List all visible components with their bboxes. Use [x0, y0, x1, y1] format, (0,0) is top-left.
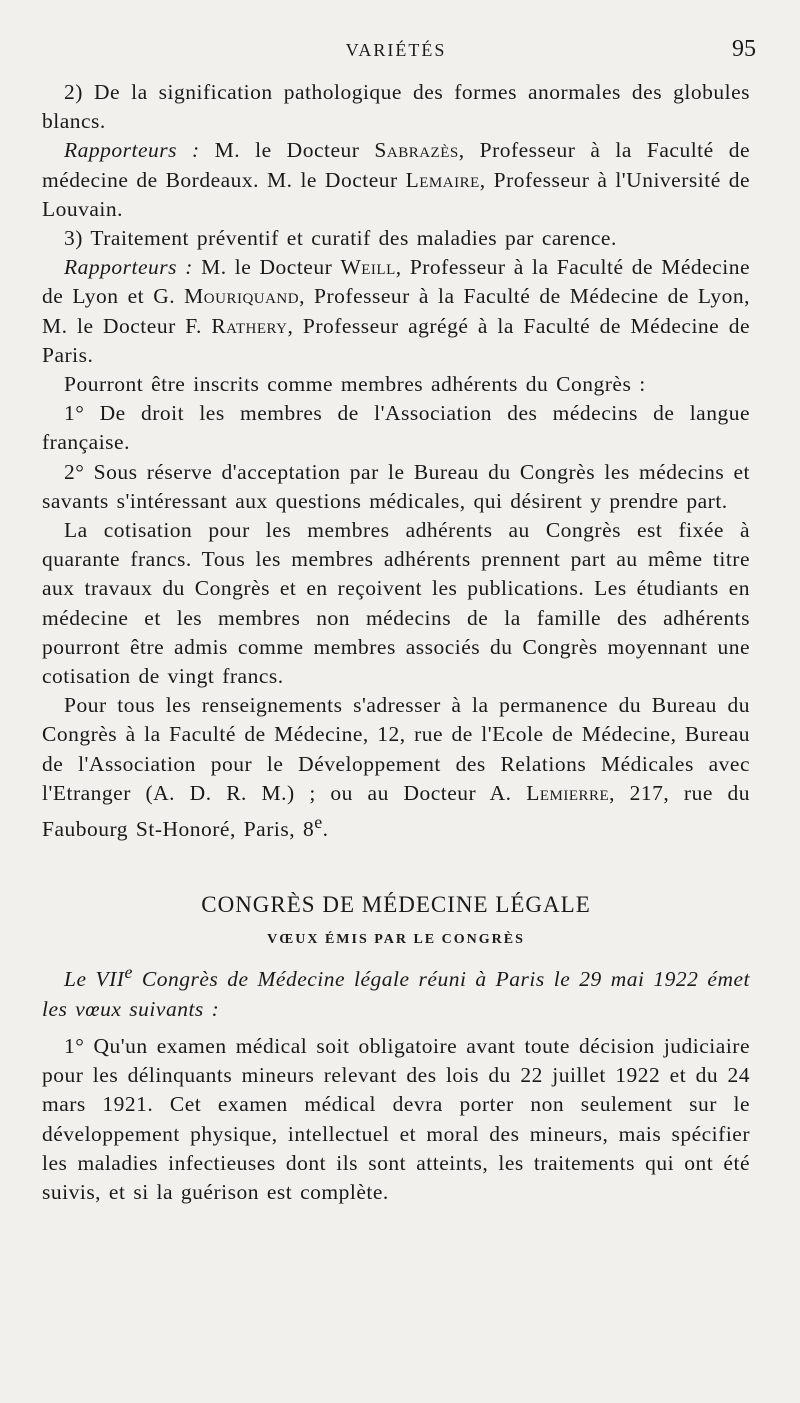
- renseignements-paragraph: Pour tous les renseignements s'adresser à la permanence du Bureau du Congrès à la Faculté de Médecine, 12, rue de l'Ecole de Médecine, Bureau de l'Association pour le Développement des Relations Médicales avec l'Etranger (A. D. R. M.) ; ou au Docteur A. Lemierre, 217, rue du Faubourg St-Honoré, Paris, 8e.: [42, 693, 751, 842]
- body-text: [42, 78, 750, 844]
- lead-paragraph: Le VIIe Congrès de Médecine légale réuni à Paris le 29 mai 1922 émet les vœux suivants :: [42, 962, 750, 1021]
- running-head: [42, 30, 756, 78]
- rapporteurs-label: Rapporteurs :: [64, 138, 200, 163]
- rapporteurs-label: Rapporteurs :: [64, 255, 193, 280]
- rapporteurs-2: Rapporteurs : M. le Docteur Weill, Professeur à la Faculté de Médecine de Lyon et G. Mouriquand, Professeur à la Faculté de Médecine de Lyon, M. le Docteur F. Rathery, Professeur agrégé à la Faculté de Médecine de Paris.: [42, 255, 750, 367]
- author-name: Sabrazès: [374, 138, 459, 163]
- author-name: Lemaire: [405, 167, 480, 192]
- running-title: VARIÉTÉS: [345, 40, 447, 60]
- section-subtitle: VŒUX ÉMIS PAR LE CONGRÈS: [267, 932, 525, 948]
- inscription-paragraph: Pourront être inscrits comme membres adhérents du Congrès :: [64, 372, 646, 397]
- author-name: Mouriquand: [184, 284, 300, 309]
- condition-2: 2° Sous réserve d'acceptation par le Bureau du Congrès les médecins et savants s'intéressant aux questions médicales, qui désirent y prendre part.: [42, 459, 750, 513]
- cotisation-paragraph: La cotisation pour les membres adhérents au Congrès est fixée à quarante francs. Tous les membres adhérents prennent part au même titre aux travaux du Congrès et en reçoivent les publications. Les étudiants en médecine et les membres non médecins de la famille des adhérents pourront être admis comme membres associés du Congrès moyennant une cotisation de vingt francs.: [42, 518, 750, 689]
- author-name: Rathery: [211, 313, 288, 338]
- item-2: 2) De la signification pathologique des formes anormales des globules blancs.: [42, 80, 750, 134]
- rapporteurs-1: Rapporteurs : M. le Docteur Sabrazès, Professeur à la Faculté de médecine de Bordeaux. M. le Docteur Lemaire, Professeur à l'Université de Louvain.: [42, 138, 750, 221]
- item-3: 3) Traitement préventif et curatif des maladies par carence.: [64, 226, 617, 251]
- author-name: Weill: [340, 255, 396, 280]
- section-body: [42, 958, 750, 1207]
- author-name: Lemierre: [526, 780, 610, 805]
- condition-1: 1° De droit les membres de l'Association des médecins de langue française.: [42, 401, 750, 455]
- page-number: 95: [732, 36, 756, 62]
- voeu-1: 1° Qu'un examen médical soit obligatoire avant toute décision judiciaire pour les délinquants mineurs relevant des lois du 22 juillet 1922 et du 24 mars 1921. Cet examen médical devra porter non seulement sur le développement physique, intellectuel et moral des mineurs, mais spécifier les maladies infectieuses dont ils sont atteints, les traitements qui ont été suivis, et si la guérison est complète.: [42, 1034, 750, 1205]
- section-title: CONGRÈS DE MÉDECINE LÉGALE: [201, 892, 591, 918]
